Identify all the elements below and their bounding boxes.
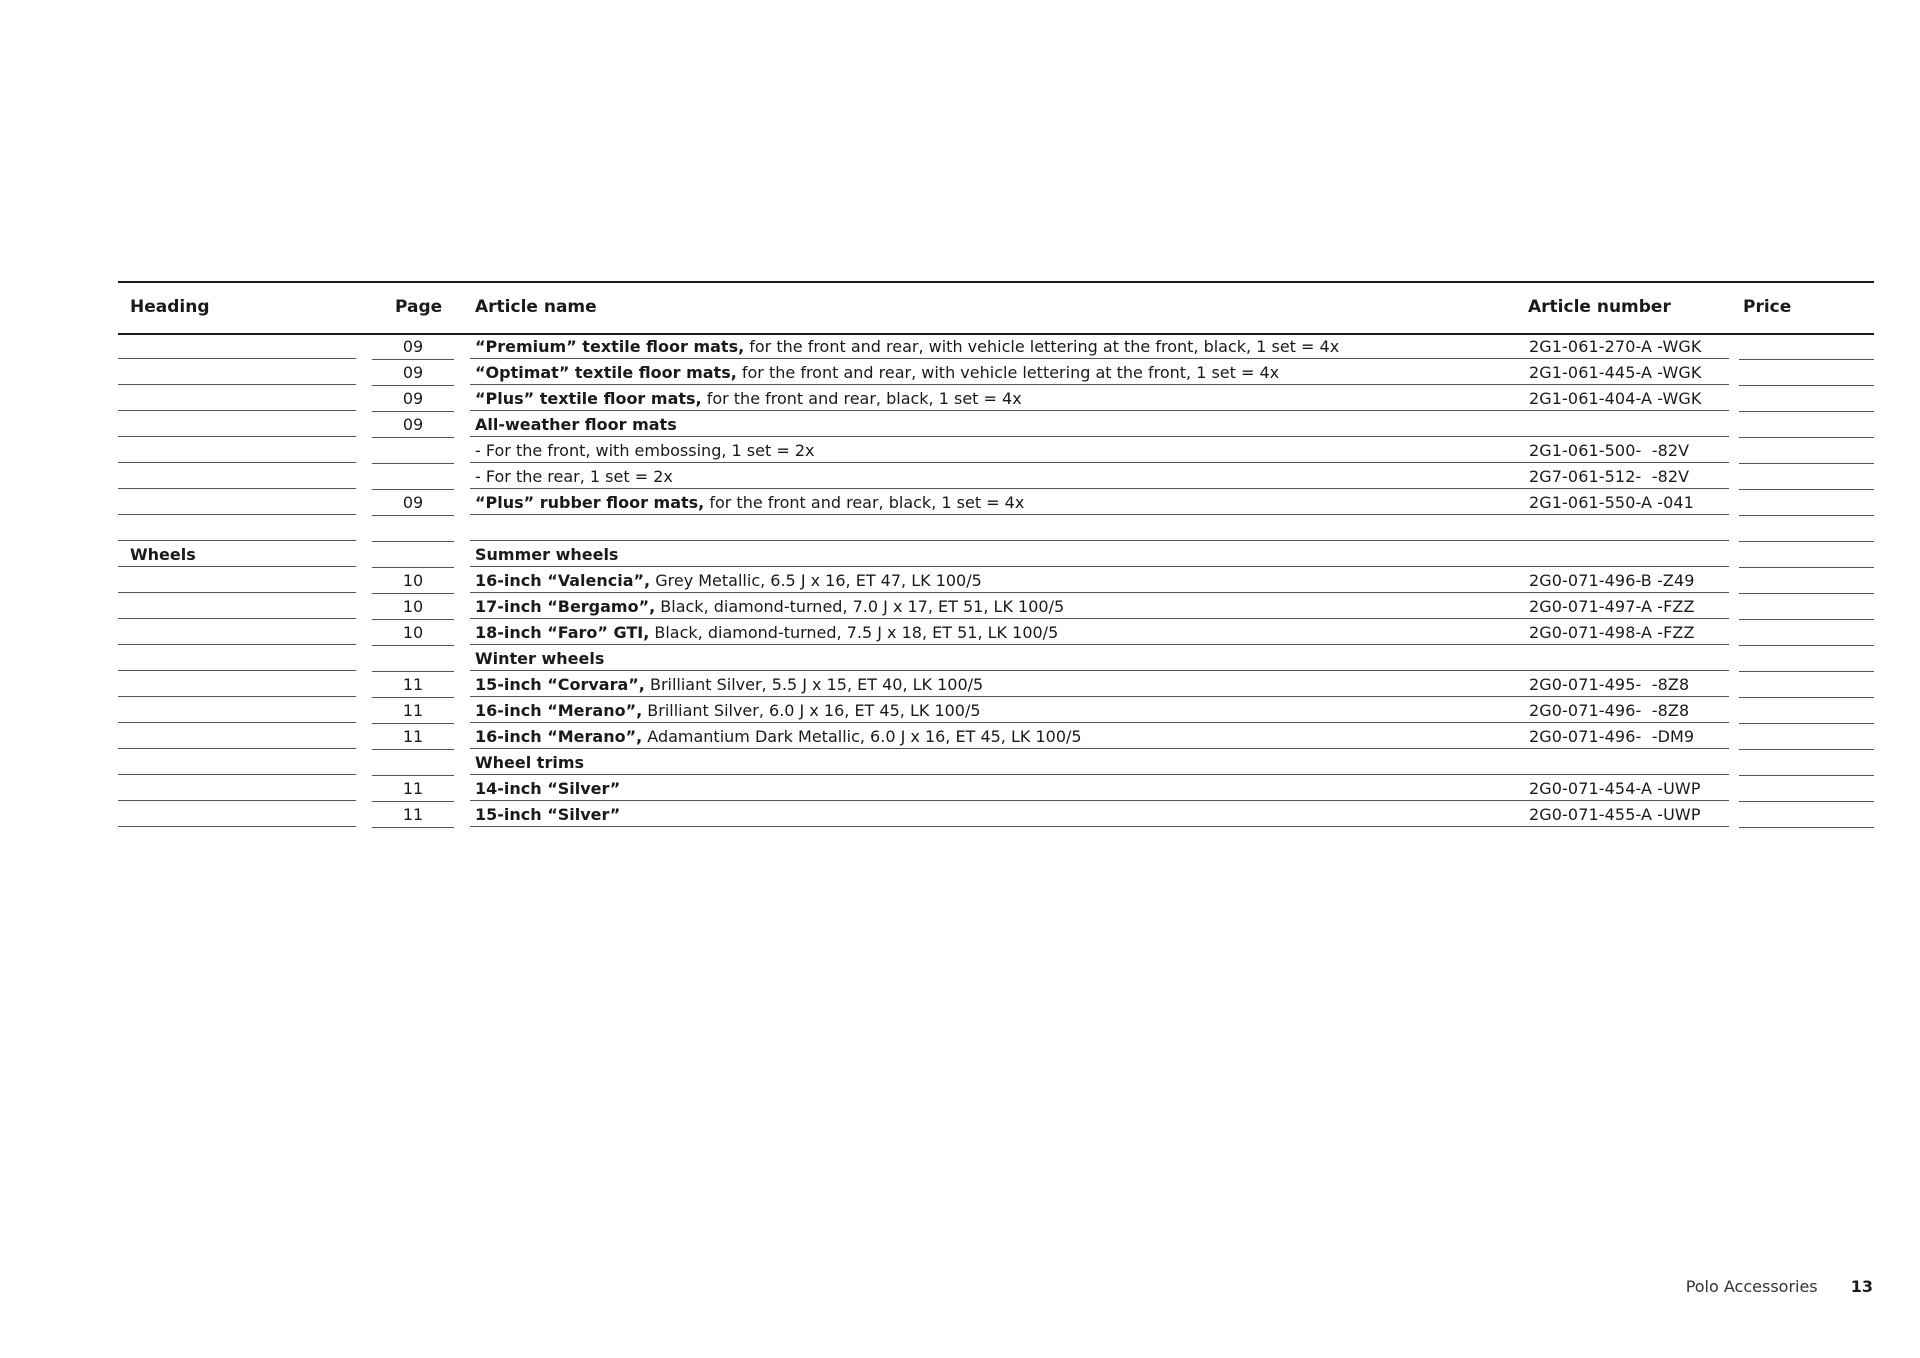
row-heading bbox=[118, 439, 356, 463]
table-body bbox=[118, 335, 1874, 829]
row-page: 10 bbox=[372, 621, 454, 646]
row-article-name bbox=[470, 465, 1626, 489]
row-article-number bbox=[1525, 413, 1729, 437]
table-row bbox=[118, 361, 1874, 387]
article-name-bold: 16-inch “Valencia”, bbox=[475, 571, 651, 590]
row-heading bbox=[118, 335, 356, 359]
table-row bbox=[118, 673, 1874, 699]
row-page: 11 bbox=[372, 699, 454, 724]
row-price bbox=[1739, 595, 1874, 620]
row-article-name bbox=[470, 595, 1626, 619]
row-article-name bbox=[470, 387, 1626, 411]
page-footer bbox=[1686, 1277, 1873, 1296]
table-row bbox=[118, 439, 1874, 465]
row-heading bbox=[118, 621, 356, 645]
article-name-bold: 15-inch “Silver” bbox=[475, 805, 621, 824]
article-name-detail: Brilliant Silver, 5.5 J x 15, ET 40, LK 100/5 bbox=[644, 675, 984, 694]
column-header-price: Price bbox=[1743, 297, 1792, 317]
table-row bbox=[118, 699, 1874, 725]
row-article-number: 2G0-071-496-B -Z49 bbox=[1525, 569, 1729, 593]
column-header-heading: Heading bbox=[130, 297, 210, 317]
row-heading bbox=[118, 725, 356, 749]
row-article-number: 2G1-061-550-A -041 bbox=[1525, 491, 1729, 515]
row-article-number bbox=[1525, 647, 1729, 671]
article-name-bold: 16-inch “Merano”, bbox=[475, 727, 643, 746]
row-page: 10 bbox=[372, 569, 454, 594]
footer-title: Polo Accessories bbox=[1685, 1277, 1818, 1296]
row-price bbox=[1739, 673, 1874, 698]
article-name-bold: 15-inch “Corvara”, bbox=[475, 675, 645, 694]
row-page bbox=[372, 439, 454, 464]
row-page: 09 bbox=[372, 413, 454, 438]
table-row bbox=[118, 621, 1874, 647]
row-heading bbox=[118, 647, 356, 671]
row-page bbox=[372, 517, 454, 542]
article-name-bold: 18-inch “Faro” GTI, bbox=[475, 623, 650, 642]
table-row bbox=[118, 777, 1874, 803]
row-article-number: 2G0-071-454-A -UWP bbox=[1525, 777, 1729, 801]
table-row bbox=[118, 543, 1874, 569]
row-article-name bbox=[470, 751, 1626, 775]
row-price bbox=[1739, 777, 1874, 802]
article-name-bold: 14-inch “Silver” bbox=[475, 779, 621, 798]
row-page: 11 bbox=[372, 803, 454, 828]
article-name-detail: for the front and rear, with vehicle lettering at the front, 1 set = 4x bbox=[736, 363, 1280, 382]
table-row bbox=[118, 335, 1874, 361]
row-page: 09 bbox=[372, 387, 454, 412]
row-article-name bbox=[470, 647, 1626, 671]
row-price bbox=[1739, 569, 1874, 594]
row-price bbox=[1739, 439, 1874, 464]
row-price bbox=[1739, 803, 1874, 828]
article-name-bold: All-weather floor mats bbox=[475, 415, 677, 434]
row-price bbox=[1739, 517, 1874, 542]
article-name-bold: “Premium” textile floor mats, bbox=[475, 337, 745, 356]
table-row bbox=[118, 491, 1874, 517]
row-article-number: 2G0-071-496- -8Z8 bbox=[1525, 699, 1729, 723]
table-row bbox=[118, 465, 1874, 491]
row-page bbox=[372, 647, 454, 672]
row-article-name bbox=[470, 517, 1626, 541]
row-heading bbox=[118, 361, 356, 385]
row-heading bbox=[118, 387, 356, 411]
row-heading bbox=[118, 751, 356, 775]
article-name-detail: for the front and rear, black, 1 set = 4x bbox=[701, 389, 1022, 408]
row-page: 09 bbox=[372, 491, 454, 516]
row-article-number: 2G0-071-498-A -FZZ bbox=[1525, 621, 1729, 645]
table-header bbox=[118, 283, 1874, 335]
article-name-detail: Black, diamond-turned, 7.5 J x 18, ET 51, LK 100/5 bbox=[649, 623, 1059, 642]
article-name-bold: 17-inch “Bergamo”, bbox=[475, 597, 656, 616]
table-row bbox=[118, 413, 1874, 439]
row-article-number: 2G0-071-495- -8Z8 bbox=[1525, 673, 1729, 697]
row-article-number bbox=[1525, 517, 1729, 541]
row-heading bbox=[118, 569, 356, 593]
article-name-bold: Summer wheels bbox=[475, 545, 619, 564]
article-name-bold: “Plus” rubber floor mats, bbox=[475, 493, 705, 512]
article-name-bold: Wheel trims bbox=[475, 753, 585, 772]
row-article-name bbox=[470, 673, 1626, 697]
row-article-name bbox=[470, 803, 1626, 827]
row-article-number: 2G1-061-404-A -WGK bbox=[1525, 387, 1729, 411]
accessories-price-table bbox=[118, 281, 1874, 829]
row-page: 11 bbox=[372, 777, 454, 802]
row-article-number: 2G1-061-445-A -WGK bbox=[1525, 361, 1729, 385]
row-article-name bbox=[470, 569, 1626, 593]
row-heading: Wheels bbox=[118, 543, 356, 567]
row-article-name bbox=[470, 361, 1626, 385]
row-price bbox=[1739, 621, 1874, 646]
table-row bbox=[118, 803, 1874, 829]
row-page: 10 bbox=[372, 595, 454, 620]
row-heading bbox=[118, 465, 356, 489]
row-article-number bbox=[1525, 543, 1729, 567]
article-name-bold: Winter wheels bbox=[475, 649, 605, 668]
page-number: 13 bbox=[1850, 1277, 1873, 1296]
row-article-name bbox=[470, 699, 1626, 723]
article-name-detail: Brilliant Silver, 6.0 J x 16, ET 45, LK 100/5 bbox=[642, 701, 981, 720]
row-article-name bbox=[470, 439, 1626, 463]
row-article-number: 2G0-071-497-A -FZZ bbox=[1525, 595, 1729, 619]
row-price bbox=[1739, 543, 1874, 568]
table-row bbox=[118, 725, 1874, 751]
row-heading bbox=[118, 517, 356, 541]
row-article-number: 2G1-061-270-A -WGK bbox=[1525, 335, 1729, 359]
row-heading bbox=[118, 491, 356, 515]
table-row bbox=[118, 517, 1874, 543]
row-price bbox=[1739, 335, 1874, 360]
row-price bbox=[1739, 361, 1874, 386]
column-header-article-name: Article name bbox=[475, 297, 597, 317]
row-article-name bbox=[470, 543, 1626, 567]
row-price bbox=[1739, 725, 1874, 750]
article-name-detail: - For the rear, 1 set = 2x bbox=[475, 467, 673, 486]
article-name-detail: - For the front, with embossing, 1 set = 2x bbox=[475, 441, 815, 460]
row-article-number: 2G7-061-512- -82V bbox=[1525, 465, 1729, 489]
row-article-name bbox=[470, 621, 1626, 645]
row-price bbox=[1739, 699, 1874, 724]
row-article-number: 2G0-071-496- -DM9 bbox=[1525, 725, 1729, 749]
row-page: 09 bbox=[372, 361, 454, 386]
article-name-detail: for the front and rear, black, 1 set = 4x bbox=[704, 493, 1025, 512]
row-price bbox=[1739, 465, 1874, 490]
table-row bbox=[118, 595, 1874, 621]
table-row bbox=[118, 647, 1874, 673]
article-name-bold: “Optimat” textile floor mats, bbox=[475, 363, 737, 382]
row-page: 11 bbox=[372, 673, 454, 698]
article-name-detail: for the front and rear, with vehicle lettering at the front, black, 1 set = 4x bbox=[744, 337, 1340, 356]
row-article-name bbox=[470, 725, 1626, 749]
row-article-number bbox=[1525, 751, 1729, 775]
row-article-name bbox=[470, 491, 1626, 515]
row-price bbox=[1739, 491, 1874, 516]
row-article-name bbox=[470, 413, 1626, 437]
table-row bbox=[118, 569, 1874, 595]
row-article-number: 2G0-071-455-A -UWP bbox=[1525, 803, 1729, 827]
table-row bbox=[118, 387, 1874, 413]
row-heading bbox=[118, 595, 356, 619]
row-price bbox=[1739, 413, 1874, 438]
row-page bbox=[372, 465, 454, 490]
row-article-number: 2G1-061-500- -82V bbox=[1525, 439, 1729, 463]
table-row bbox=[118, 751, 1874, 777]
row-heading bbox=[118, 413, 356, 437]
row-page bbox=[372, 543, 454, 568]
row-heading bbox=[118, 673, 356, 697]
column-header-article-number: Article number bbox=[1528, 297, 1671, 317]
article-name-detail: Grey Metallic, 6.5 J x 16, ET 47, LK 100/5 bbox=[650, 571, 982, 590]
row-page: 11 bbox=[372, 725, 454, 750]
row-price bbox=[1739, 387, 1874, 412]
article-name-bold: 16-inch “Merano”, bbox=[475, 701, 643, 720]
row-article-name bbox=[470, 335, 1626, 359]
row-price bbox=[1739, 751, 1874, 776]
article-name-bold: “Plus” textile floor mats, bbox=[475, 389, 702, 408]
row-heading bbox=[118, 803, 356, 827]
article-name-detail: Black, diamond-turned, 7.0 J x 17, ET 51, LK 100/5 bbox=[655, 597, 1065, 616]
row-price bbox=[1739, 647, 1874, 672]
row-heading bbox=[118, 699, 356, 723]
row-page bbox=[372, 751, 454, 776]
row-heading bbox=[118, 777, 356, 801]
row-article-name bbox=[470, 777, 1626, 801]
column-header-page: Page bbox=[395, 297, 443, 317]
row-page: 09 bbox=[372, 335, 454, 360]
article-name-detail: Adamantium Dark Metallic, 6.0 J x 16, ET 45, LK 100/5 bbox=[642, 727, 1082, 746]
